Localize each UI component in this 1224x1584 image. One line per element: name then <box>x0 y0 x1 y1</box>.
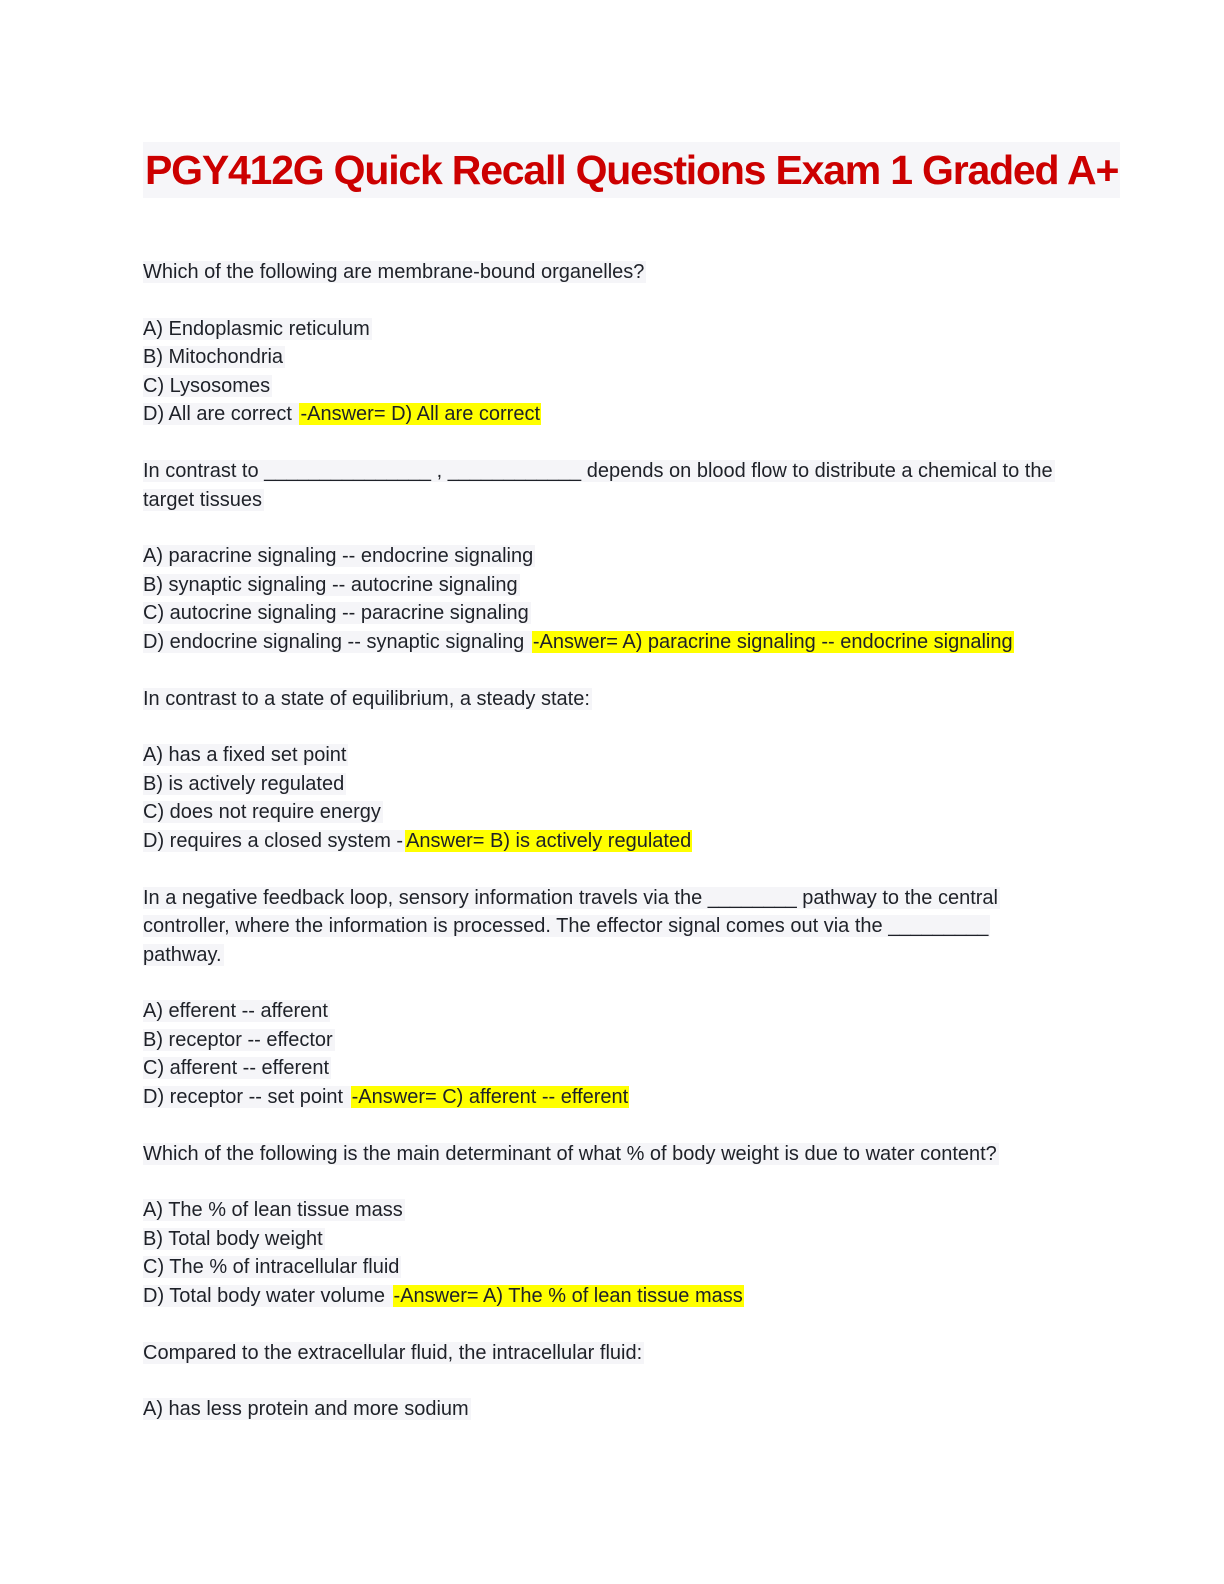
option-item: C) The % of intracellular fluid <box>143 1256 400 1279</box>
question-block <box>143 884 1073 1112</box>
question-stem-text: Which of the following is the main determinant of what % of body weight is due to water content? <box>143 1142 997 1165</box>
answer-highlight: -Answer= A) The % of lean tissue mass <box>393 1285 743 1308</box>
option-item: C) autocrine signaling -- paracrine signaling <box>143 602 529 625</box>
question-block <box>143 685 1073 856</box>
question-stem-text: In contrast to a state of equilibrium, a steady state: <box>143 687 590 710</box>
option-item: A) The % of lean tissue mass <box>143 1199 403 1222</box>
answer-highlight: -Answer= A) paracrine signaling -- endocrine signaling <box>532 630 1013 653</box>
question-stem <box>143 884 1073 970</box>
answer-highlight: -Answer= C) afferent -- efferent <box>351 1086 629 1109</box>
option-item: C) Lysosomes <box>143 374 271 397</box>
option-item: A) paracrine signaling -- endocrine signaling <box>143 545 534 568</box>
question-stem-text: Compared to the extracellular fluid, the intracellular fluid: <box>143 1341 643 1364</box>
options-list <box>143 315 1073 429</box>
question-block <box>143 457 1073 657</box>
option-item: D) requires a closed system - <box>143 829 404 852</box>
question-stem-text: Which of the following are membrane-bound organelles? <box>143 261 645 283</box>
options-list <box>143 1196 1073 1310</box>
option-item: D) receptor -- set point <box>143 1086 349 1109</box>
question-block <box>143 1140 1073 1311</box>
question-block <box>143 1339 1073 1424</box>
option-item: B) is actively regulated <box>143 772 345 795</box>
option-item: D) All are correct <box>143 403 298 426</box>
question-stem <box>143 258 1073 287</box>
question-stem-text: In a negative feedback loop, sensory information travels via the ________ pathway to the central controller, where the information is processed. The effector signal comes out via the _________ pathway. <box>143 886 998 966</box>
answer-highlight: -Answer= D) All are correct <box>300 403 540 426</box>
option-item: C) afferent -- efferent <box>143 1057 330 1080</box>
option-item: A) has a fixed set point <box>143 744 347 767</box>
option-item: A) has less protein and more sodium <box>143 1398 469 1421</box>
document-page <box>143 142 1119 1452</box>
options-list <box>143 542 1073 656</box>
answer-highlight: Answer= B) is actively regulated <box>406 829 692 852</box>
option-item: C) does not require energy <box>143 801 381 824</box>
option-item: B) Mitochondria <box>143 346 284 369</box>
options-list <box>143 997 1073 1111</box>
question-stem <box>143 685 1073 714</box>
question-stem-text: In contrast to _______________ , ____________ depends on blood flow to distribute a chemical to the target tissues <box>143 459 1053 511</box>
option-item: B) Total body weight <box>143 1227 323 1250</box>
document-title: PGY412G Quick Recall Questions Exam 1 Graded A+ <box>143 142 1120 198</box>
options-list <box>143 1395 1073 1424</box>
option-item: B) synaptic signaling -- autocrine signaling <box>143 573 518 596</box>
option-item: A) efferent -- afferent <box>143 1000 328 1023</box>
option-item: A) Endoplasmic reticulum <box>143 317 370 340</box>
question-block <box>143 258 1073 429</box>
question-stem <box>143 457 1073 514</box>
option-item: D) endocrine signaling -- synaptic signaling <box>143 630 530 653</box>
option-item: D) Total body water volume <box>143 1285 391 1308</box>
options-list <box>143 741 1073 855</box>
question-stem <box>143 1339 1073 1368</box>
question-stem <box>143 1140 1073 1169</box>
option-item: B) receptor -- effector <box>143 1028 333 1051</box>
